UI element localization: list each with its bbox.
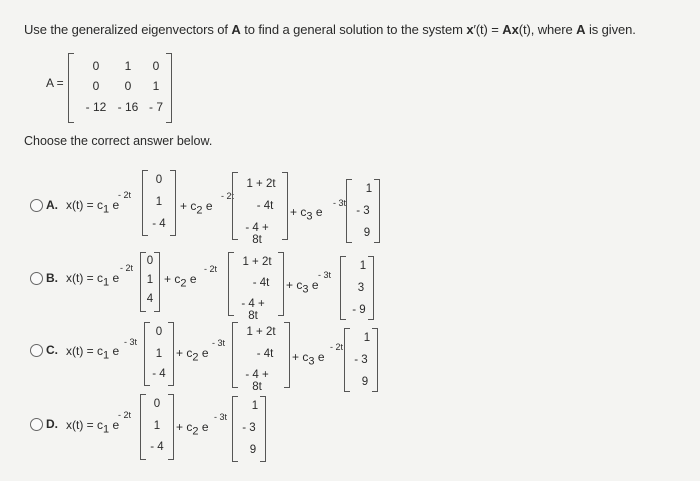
option-letter: C.	[46, 343, 58, 357]
vector	[228, 252, 284, 322]
vector-entry: 1	[153, 420, 161, 432]
vector	[346, 179, 380, 243]
radio-option-d[interactable]	[30, 418, 43, 431]
vector-entry: 1 + 2t	[242, 256, 272, 268]
vector-entry: 0	[146, 255, 154, 267]
vector	[340, 256, 374, 320]
exponent: - 2t	[118, 190, 132, 200]
matrix-cell: 1	[152, 79, 160, 93]
vector-entry: 9	[361, 376, 369, 388]
matrix-cell: 0	[92, 79, 100, 93]
vector-entry: 1	[365, 183, 373, 195]
vector-entry: 3	[357, 282, 365, 294]
matrix-a	[68, 53, 172, 123]
exponent: - 2t	[118, 410, 132, 420]
vector-entry: 9	[363, 227, 371, 239]
exponent: - 2t	[221, 191, 235, 201]
vector-entry: - 3	[356, 205, 370, 217]
vector-entry: 1	[363, 332, 371, 344]
exponent: - 3t	[333, 198, 347, 208]
term-coefficient: + $c_2$ e	[176, 346, 209, 364]
vector-entry: - 3	[354, 354, 368, 366]
exponent: - 2t	[330, 342, 344, 352]
matrix-cell: 0	[152, 59, 160, 73]
option-letter: A.	[46, 198, 58, 212]
exponent: - 2t	[204, 264, 218, 274]
option-lhs: $x(t) = c_1$ e	[66, 271, 120, 289]
vector-entry: 4	[146, 293, 154, 305]
option-lhs: $x(t) = c_1$ e	[66, 344, 120, 362]
question-text: Use the generalized eigenvectors of A to find a general solution to the system x′(t) = Ax(t), where A is given.	[24, 22, 636, 37]
exponent: - 3t	[212, 338, 226, 348]
vector-entry: - 4t	[256, 348, 274, 360]
vector	[142, 170, 176, 236]
vector-entry: - 3	[242, 422, 256, 434]
exponent: - 3t	[214, 412, 228, 422]
vector	[232, 172, 288, 246]
vector-entry: 1	[359, 260, 367, 272]
exponent: - 2t	[120, 263, 134, 273]
radio-option-c[interactable]	[30, 344, 43, 357]
option-letter: B.	[46, 271, 58, 285]
vector-entry: 1	[155, 196, 163, 208]
vector-entry: 1 + 2t	[246, 178, 276, 190]
vector-entry: - 4	[152, 218, 166, 230]
matrix-cell: - 12	[85, 100, 107, 114]
vector	[144, 322, 174, 386]
term-coefficient: + $c_2$ e	[180, 199, 213, 217]
vector	[344, 328, 378, 392]
vector-entry: 0	[155, 326, 163, 338]
vector-entry: - 4	[152, 368, 166, 380]
vector-entry: 1	[155, 348, 163, 360]
matrix-label: A =	[46, 76, 64, 90]
matrix-cell: - 16	[117, 100, 139, 114]
term-coefficient: + $c_3$ e	[286, 278, 319, 296]
vector-entry: - 4 + 8t	[245, 369, 269, 393]
vector-entry: 0	[153, 398, 161, 410]
radio-option-a[interactable]	[30, 199, 43, 212]
vector-entry: 1	[146, 274, 154, 286]
vector-entry: - 4 + 8t	[241, 298, 265, 322]
matrix-cell: - 7	[148, 100, 163, 114]
option-lhs: $x(t) = c_1$ e	[66, 418, 120, 436]
vector-entry: - 9	[352, 304, 366, 316]
matrix-cell: 0	[92, 59, 100, 73]
term-coefficient: + $c_2$ e	[164, 272, 197, 290]
vector-entry: 1 + 2t	[246, 326, 276, 338]
vector-entry: - 4t	[256, 200, 274, 212]
option-lhs: $x(t) = c_1$ e	[66, 198, 120, 216]
vector-entry: 0	[155, 174, 163, 186]
vector	[140, 252, 160, 312]
term-coefficient: + $c_2$ e	[176, 420, 209, 438]
option-letter: D.	[46, 417, 58, 431]
choose-instruction: Choose the correct answer below.	[24, 134, 213, 148]
matrix-cell: 1	[124, 59, 132, 73]
term-coefficient: + $c_3$ e	[292, 350, 325, 368]
vector-entry: - 4	[150, 441, 164, 453]
vector	[232, 396, 266, 462]
vector	[232, 322, 290, 393]
radio-option-b[interactable]	[30, 272, 43, 285]
exponent: - 3t	[124, 337, 138, 347]
vector-entry: 9	[249, 444, 257, 456]
exponent: - 3t	[318, 270, 332, 280]
vector-entry: - 4t	[252, 277, 270, 289]
matrix-cell: 0	[124, 79, 132, 93]
vector	[140, 394, 174, 460]
vector-entry: - 4 + 8t	[245, 222, 269, 246]
term-coefficient: + $c_3$ e	[290, 205, 323, 223]
vector-entry: 1	[251, 400, 259, 412]
